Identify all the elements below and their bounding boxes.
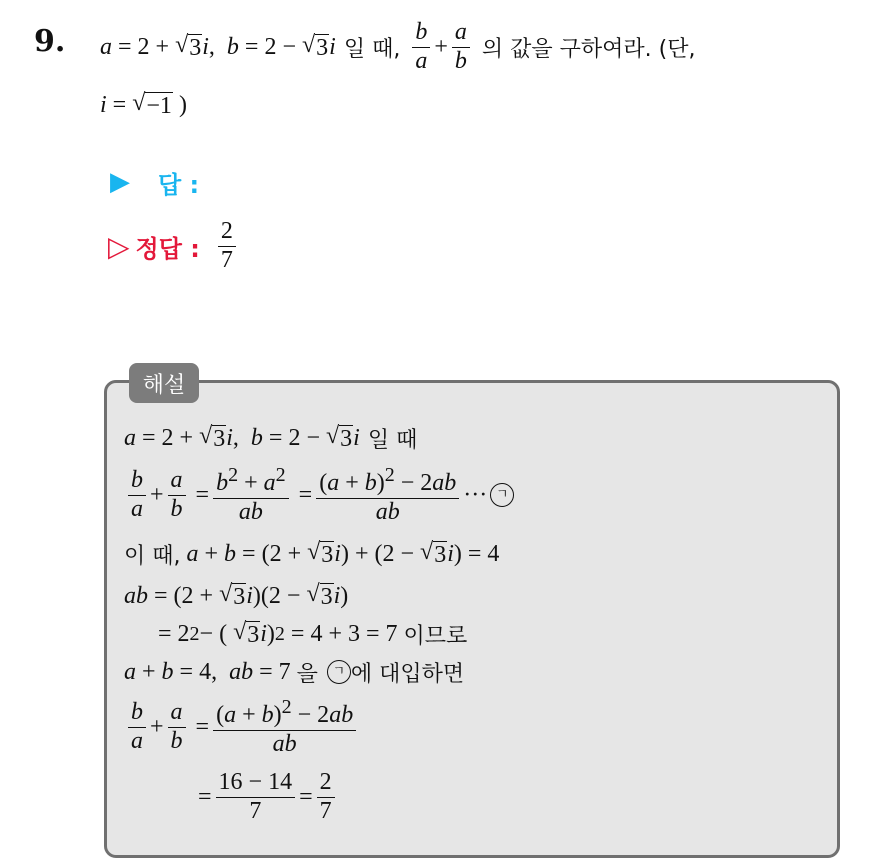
problem-find-text: 의 값을 구하여라. (단, <box>481 36 696 62</box>
solution-line6-mid: 을 <box>296 661 318 687</box>
solution-line5: = 2 2 − ( √ 3 i ) 2 = 4 + 3 = 7 이므로 <box>158 619 468 649</box>
correct-answer-row <box>108 218 240 274</box>
correct-answer-label: 정답 : <box>135 234 200 263</box>
solution-line3-prefix: 이 때, <box>124 543 181 569</box>
problem-number: 9. <box>34 24 66 59</box>
solution-line6-suffix: 에 대입하면 <box>350 661 465 687</box>
solution-line8: = $\frac{16 - 14}{7}$ = $\frac{2}{7}$ <box>198 764 339 830</box>
solution-badge: 해설 <box>129 363 199 403</box>
outline-arrow-icon: ▷ <box>108 229 130 263</box>
solution-frac2-num: 2 <box>317 770 335 797</box>
play-arrow-icon: ▶ <box>110 167 130 197</box>
problem-when-text: 일 때, <box>343 36 401 62</box>
circled-marker-icon-2: ㄱ <box>327 660 351 684</box>
answer-label: 답 : <box>158 170 200 199</box>
solution-line2: $\frac{b}{a}$ + $\frac{a}{b}$ = $\frac{b^2 + a^2}{ab}$ = $\frac{(a + b)^2 - 2ab}{ab}$ ··· ㄱ <box>124 462 514 528</box>
correct-answer-denominator: 7 <box>220 246 233 273</box>
solution-frac1-den: 7 <box>249 797 262 824</box>
solution-line1: a = 2 + √ 3 i , b = 2 − √ 3 i 일 때 <box>124 423 418 453</box>
circled-marker-icon: ㄱ <box>490 483 514 507</box>
problem-fraction-a-over-b: $\frac{a}{b}$ <box>452 20 470 73</box>
problem-close-paren: ) <box>178 91 187 118</box>
problem-statement-line1: a = 2 + √ 3 i , b = 2 − √ 3 i 일 때, $\frac{b}{a}$ + $\frac{a}{b}$ 의 값을 구하여라. (단, <box>100 19 696 74</box>
problem-fraction-b-over-a: $\frac{b}{a}$ <box>412 20 430 73</box>
solution-line5-suffix: 이므로 <box>403 623 468 649</box>
correct-answer-fraction <box>218 219 236 272</box>
problem-statement-line2: i = √ −1 ) <box>100 90 187 119</box>
solution-line4: ab = (2 + √ 3 i )(2 − √ 3 i ) <box>124 581 349 610</box>
correct-answer-numerator: 2 <box>218 219 236 246</box>
solution-line6: a + b = 4, ab = 7 을 ㄱ 에 대입하면 <box>124 658 465 687</box>
answer-row <box>110 164 199 200</box>
solution-frac2-den: 7 <box>319 797 332 824</box>
solution-line3: 이 때, a + b = (2 + √ 3 i ) + (2 − √ 3 i ) = 4 <box>124 539 500 569</box>
solution-frac1-num: 16 − 14 <box>216 770 296 797</box>
solution-when-text: 일 때 <box>367 427 418 453</box>
solution-line7: $\frac{b}{a}$ + $\frac{a}{b}$ = $\frac{(a + b)^2 - 2ab}{ab}$ <box>124 694 360 760</box>
